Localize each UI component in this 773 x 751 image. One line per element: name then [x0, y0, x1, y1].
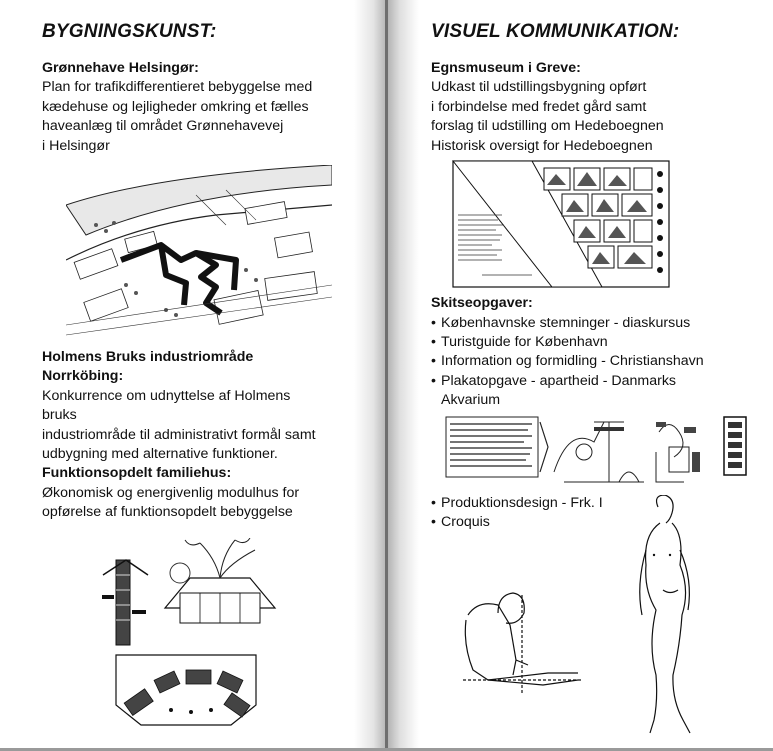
gronnehave-text-line-4: i Helsingør — [42, 137, 110, 154]
egnsmuseum-text-line-2: i forbindelse med fredet gård samt — [431, 98, 647, 115]
house-floor-plan — [101, 650, 271, 730]
egnsmuseum-text-line-4: Historisk oversigt for Hedeboegnen — [431, 137, 653, 154]
gronnehave-text-line-2: kædehuse og lejligheder omkring et fælles — [42, 98, 309, 115]
familiehus-title: Funktionsopdelt familiehus: — [42, 465, 232, 482]
list-item-text: Produktionsdesign - Frk. I — [441, 495, 603, 511]
list-item-text: Turistguide for København — [441, 334, 608, 351]
list-item-text: Akvarium — [441, 391, 501, 408]
holmens-text-line-4: udbygning med alternative funktioner. — [42, 446, 278, 463]
holmens-text-line-1: Konkurrence om udnyttelse af Holmens — [42, 387, 291, 404]
list-item: • Plakatopgave - apartheid - Danmarks — [431, 372, 677, 389]
egnsmuseum-title: Egnsmuseum i Greve: — [431, 60, 581, 76]
house-perspective-sketch — [160, 538, 282, 628]
left-page — [0, 0, 385, 751]
section-egnsmuseum — [431, 59, 664, 156]
list-item-text: Information og formidling - Christianshavn — [441, 353, 704, 370]
left-page-heading: BYGNINGSKUNST: — [42, 21, 217, 42]
familiehus-text-line-2: opførelse af funktionsopdelt bebyggelse — [42, 504, 293, 521]
sketch-tasks-strip — [444, 412, 749, 490]
list-item-continuation — [431, 391, 704, 410]
holmens-title-line-2: Norrköbing: — [42, 368, 124, 385]
skitseopgaver-title: Skitseopgaver: — [431, 295, 533, 311]
section-skitseopgaver-title — [431, 294, 533, 313]
skitseopgaver-list — [431, 314, 704, 410]
gronnehave-title: Grønnehave Helsingør: — [42, 60, 199, 76]
list-item: • Turistguide for København — [431, 334, 608, 351]
gronnehave-text-line-3: haveanlæg til området Grønnehavevej — [42, 118, 284, 135]
list-item: • Croquis — [431, 514, 490, 531]
section-gronnehave — [42, 59, 312, 156]
list-item-text: Croquis — [441, 514, 490, 531]
section-holmens-bruks — [42, 348, 316, 523]
list-item-text: Københavnske stemninger - diaskursus — [441, 315, 691, 331]
list-item: • Information og formidling - Christianshavn — [431, 353, 704, 370]
holmens-text-line-2: bruks — [42, 407, 77, 424]
egnsmuseum-text-line-1: Udkast til udstillingsbygning opført — [431, 79, 647, 96]
site-plan-illustration — [66, 165, 332, 343]
holmens-title-line-1: Holmens Bruks industriområde — [42, 349, 254, 365]
right-page — [388, 0, 773, 751]
gronnehave-text-line-1: Plan for trafikdifferentieret bebyggelse med — [42, 79, 313, 96]
exhibition-panel-illustration — [452, 160, 670, 288]
holmens-text-line-3: industriområde til administrativt formål samt — [42, 426, 316, 443]
house-section-drawing — [98, 555, 153, 647]
croquis-figure-drawings — [458, 495, 748, 745]
egnsmuseum-text-line-3: forslag til udstilling om Hedeboegnen — [431, 118, 664, 135]
list-item-text: Plakatopgave - apartheid - Danmarks — [441, 372, 677, 389]
list-item: • Københavnske stemninger - diaskursus — [431, 315, 691, 331]
list-item: • Produktionsdesign - Frk. I — [431, 495, 603, 511]
familiehus-text-line-1: Økonomisk og energivenlig modulhus for — [42, 484, 300, 501]
right-page-heading: VISUEL KOMMUNIKATION: — [431, 21, 680, 42]
